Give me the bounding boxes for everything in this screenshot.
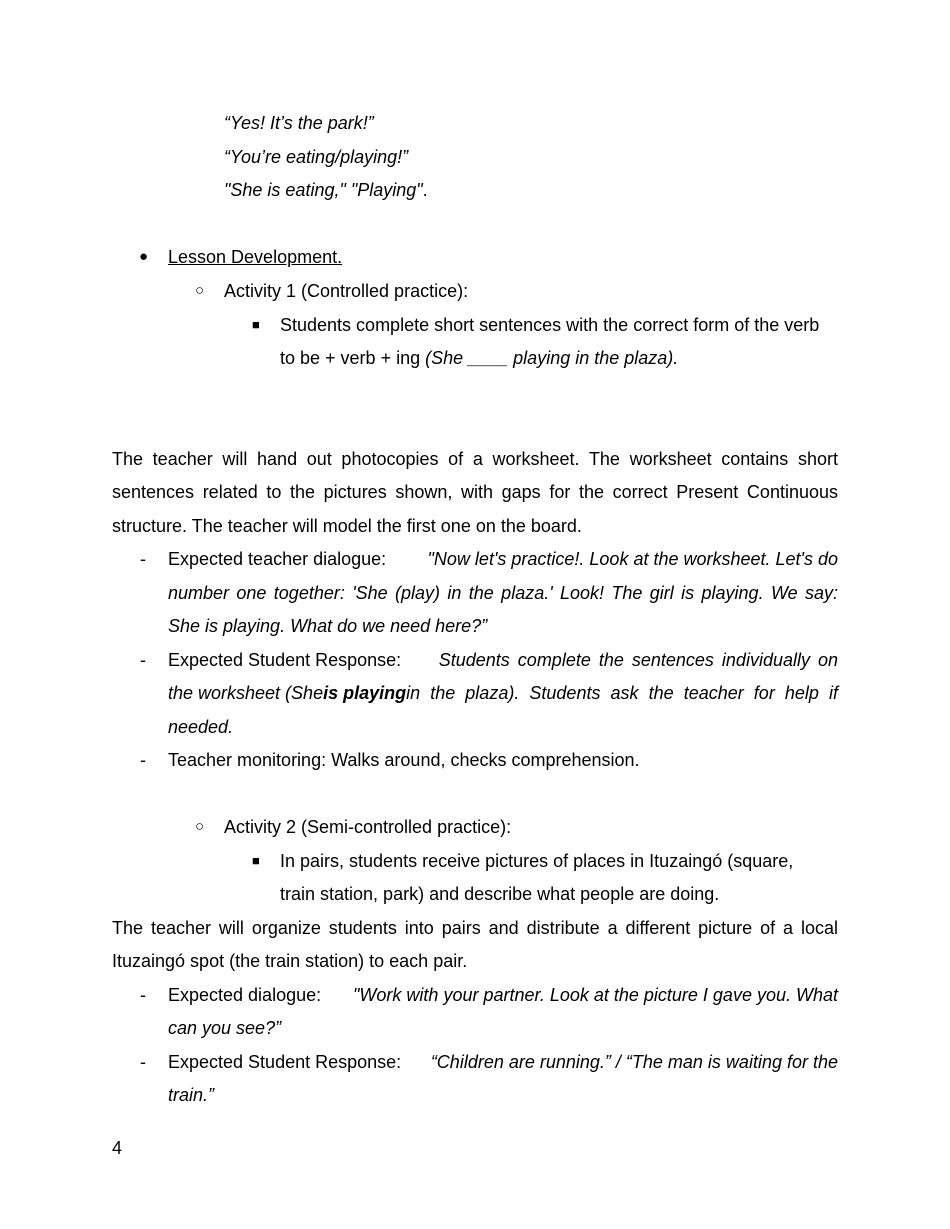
dash-bullet: - (140, 549, 146, 569)
student-response-line-3: needed. (168, 717, 234, 737)
hollow-bullet-icon: ○ (195, 282, 205, 299)
expected-student-response-text-1: “Children are running.” / “The man is waiting for the (430, 1052, 838, 1072)
student-response-label: Expected Student Response: (168, 650, 402, 670)
activity-1-line-1: Students complete short sentences with the correct form of the verb (280, 315, 820, 335)
page-number: 4 (112, 1138, 123, 1158)
teacher-dialogue-line-1 (168, 548, 838, 570)
paragraph-1-line-2: sentences related to the pictures shown, with gaps for the correct Present Continuous (112, 482, 838, 502)
student-response-text-1: Students complete the sentences individually on (438, 650, 838, 670)
quote-line-1: “Yes! It’s the park!” (224, 113, 374, 133)
teacher-dialogue-line-2: number one together: 'She (play) in the plaza.' Look! The girl is playing. We say: (168, 583, 838, 603)
expected-student-response-label: Expected Student Response: (168, 1052, 402, 1072)
dash-bullet: - (140, 985, 146, 1005)
activity-2-line-2: train station, park) and describe what people are doing. (280, 884, 720, 904)
activity-1-title: Activity 1 (Controlled practice): (224, 281, 469, 301)
paragraph-1-line-1: The teacher will hand out photocopies of a worksheet. The worksheet contains short (112, 449, 838, 469)
student-response-line-1 (168, 649, 838, 671)
quote-line-2: “You’re eating/playing!” (224, 147, 409, 167)
teacher-monitoring: Teacher monitoring: Walks around, checks comprehension. (168, 750, 640, 770)
expected-student-response-line-2: train.” (168, 1085, 215, 1105)
square-bullet-icon: ■ (252, 853, 260, 868)
dash-bullet: - (140, 1052, 146, 1072)
student-response-text-2b: in the plaza). Students ask the teacher for help if (406, 683, 838, 703)
expected-dialogue-line-1 (168, 984, 838, 1006)
quote-line-3-period: . (422, 180, 428, 200)
hollow-bullet-icon: ○ (195, 818, 205, 835)
square-bullet-icon: ■ (252, 317, 260, 332)
expected-dialogue-label: Expected dialogue: (168, 985, 322, 1005)
activity-1-line-2 (280, 347, 678, 369)
expected-dialogue-text-1: "Work with your partner. Look at the picture I gave you. What (353, 985, 838, 1005)
expected-dialogue-line-2: can you see?” (168, 1018, 282, 1038)
teacher-dialogue-line-3: She is playing. What do we need here?” (168, 616, 488, 636)
quote-line-3 (224, 179, 428, 201)
teacher-dialogue-label: Expected teacher dialogue: (168, 549, 387, 569)
filled-bullet-icon: ● (139, 248, 149, 265)
paragraph-1-line-3: structure. The teacher will model the first one on the board. (112, 516, 582, 536)
expected-student-response-line-1 (168, 1051, 838, 1073)
dash-bullet: - (140, 650, 146, 670)
activity-2-line-1: In pairs, students receive pictures of places in Ituzaingó (square, (280, 851, 794, 871)
section-heading-lesson-development: Lesson Development. (168, 247, 343, 267)
activity-1-example: (She ____ playing in the plaza). (425, 348, 679, 368)
activity-2-title: Activity 2 (Semi-controlled practice): (224, 817, 512, 837)
student-response-text-2a: the worksheet (She (168, 683, 324, 703)
student-response-bold: is playing (323, 683, 407, 703)
dash-bullet: - (140, 750, 146, 770)
activity-1-formula: to be + verb + ing (280, 348, 426, 368)
teacher-dialogue-text-1: "Now let's practice!. Look at the worksheet. Let's do (427, 549, 838, 569)
student-response-line-2 (168, 682, 838, 704)
paragraph-2-line-2: Ituzaingó spot (the train station) to each pair. (112, 951, 468, 971)
quote-line-3-text: "She is eating," "Playing" (224, 180, 423, 200)
paragraph-2-line-1: The teacher will organize students into pairs and distribute a different picture of a local (112, 918, 838, 938)
